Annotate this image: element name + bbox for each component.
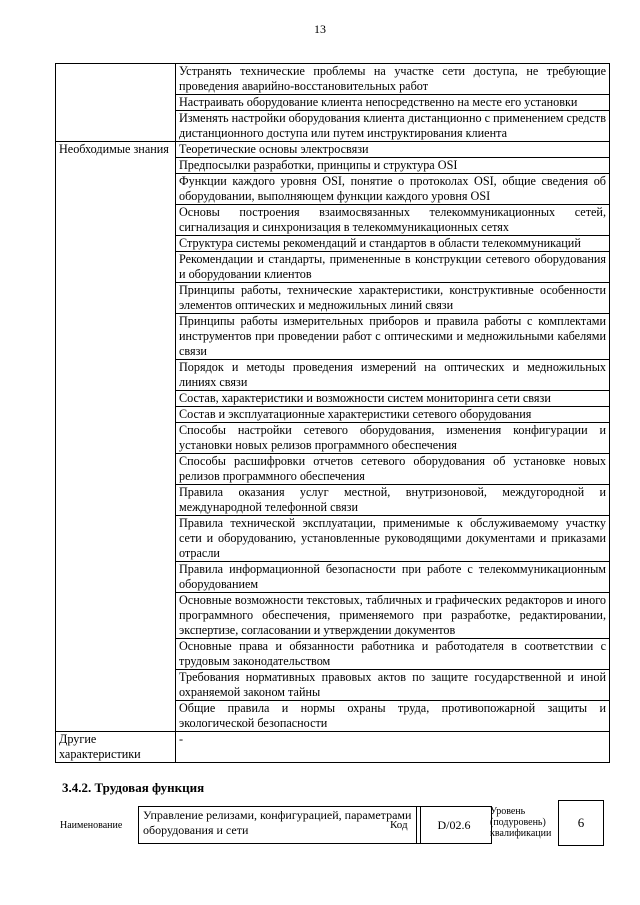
description-cell: Основные права и обязанности работника и работодателя в соответствии с трудовым законодательством <box>176 639 610 670</box>
name-value: Управление релизами, конфигурацией, параметрами оборудования и сети <box>138 806 421 844</box>
description-cell: Теоретические основы электросвязи <box>176 142 610 158</box>
description-cell: Основы построения взаимосвязанных телекоммуникационных сетей, сигнализация и синхронизация в телекоммуникационных сетях <box>176 205 610 236</box>
description-cell: Принципы работы, технические характеристики, конструктивные особенности элементов оптических и медножильных линий связи <box>176 283 610 314</box>
level-value: 6 <box>577 815 585 830</box>
other-characteristics-row <box>56 732 610 763</box>
skill-row <box>56 64 610 95</box>
description-cell: Порядок и методы проведения измерений на оптических и медножильных линиях связи <box>176 360 610 391</box>
description-cell: Принципы работы измерительных приборов и правила работы с комплектами инструментов при проведении работ с оптическими и медножильными кабелями связи <box>176 314 610 360</box>
requirements-table <box>55 63 610 763</box>
row-label-cell <box>56 64 176 142</box>
labor-function-header <box>58 800 608 850</box>
description-cell: Общие правила и нормы охраны труда, противопожарной защиты и экологической безопасности <box>176 701 610 732</box>
level-label: Уровень (подуровень) квалификации <box>490 806 552 839</box>
description-cell: Структура системы рекомендаций и стандартов в области телекоммуникаций <box>176 236 610 252</box>
description-cell: Правила технической эксплуатации, применимые к обслуживаемому участку сети и оборудованию, установленные руководящими документами и приказами отрасли <box>176 516 610 562</box>
section-heading: 3.4.2. Трудовая функция <box>62 780 205 795</box>
description-cell: Изменять настройки оборудования клиента дистанционно с применением средств дистанционного доступа или путем инструктирования клиента <box>176 111 610 142</box>
description-cell: Требования нормативных правовых актов по защите государственной и иной охраняемой законом тайны <box>176 670 610 701</box>
description-cell: Предпосылки разработки, принципы и структура OSI <box>176 158 610 174</box>
description-cell: Способы расшифровки отчетов сетевого оборудования об установке новых релизов программного обеспечения <box>176 454 610 485</box>
page-number: 13 <box>314 22 326 36</box>
row-label-cell: Другие характеристики <box>56 732 176 763</box>
code-value: D/02.6 <box>437 818 471 832</box>
level-box <box>558 800 604 846</box>
description-cell: Основные возможности текстовых, табличных и графических редакторов и иного программного обеспечения, применяемого при разработке, редактировании, экспертизе, согласовании и утверждении документов <box>176 593 610 639</box>
name-label: Наименование <box>60 820 123 831</box>
description-cell: Способы настройки сетевого оборудования, изменения конфигурации и установки новых релизов программного обеспечения <box>176 423 610 454</box>
description-cell: - <box>176 732 610 763</box>
description-cell: Рекомендации и стандарты, примененные в конструкции сетевого оборудования и оборудовании клиентов <box>176 252 610 283</box>
description-cell: Состав и эксплуатационные характеристики сетевого оборудования <box>176 407 610 423</box>
description-cell: Правила оказания услуг местной, внутризоновой, междугородной и международной телефонной связи <box>176 485 610 516</box>
description-cell: Функции каждого уровня OSI, понятие о протоколах OSI, общие сведения об оборудовании, выполняющем функции каждого уровня OSI <box>176 174 610 205</box>
description-cell: Устранять технические проблемы на участке сети доступа, не требующие проведения аварийно-восстановительных работ <box>176 64 610 95</box>
description-cell: Настраивать оборудование клиента непосредственно на месте его установки <box>176 95 610 111</box>
code-box <box>416 806 492 844</box>
code-label: Код <box>390 819 408 831</box>
row-label-cell: Необходимые знания <box>56 142 176 732</box>
description-cell: Правила информационной безопасности при работе с телекоммуникационным оборудованием <box>176 562 610 593</box>
knowledge-row <box>56 142 610 158</box>
description-cell: Состав, характеристики и возможности систем мониторинга сети связи <box>176 391 610 407</box>
